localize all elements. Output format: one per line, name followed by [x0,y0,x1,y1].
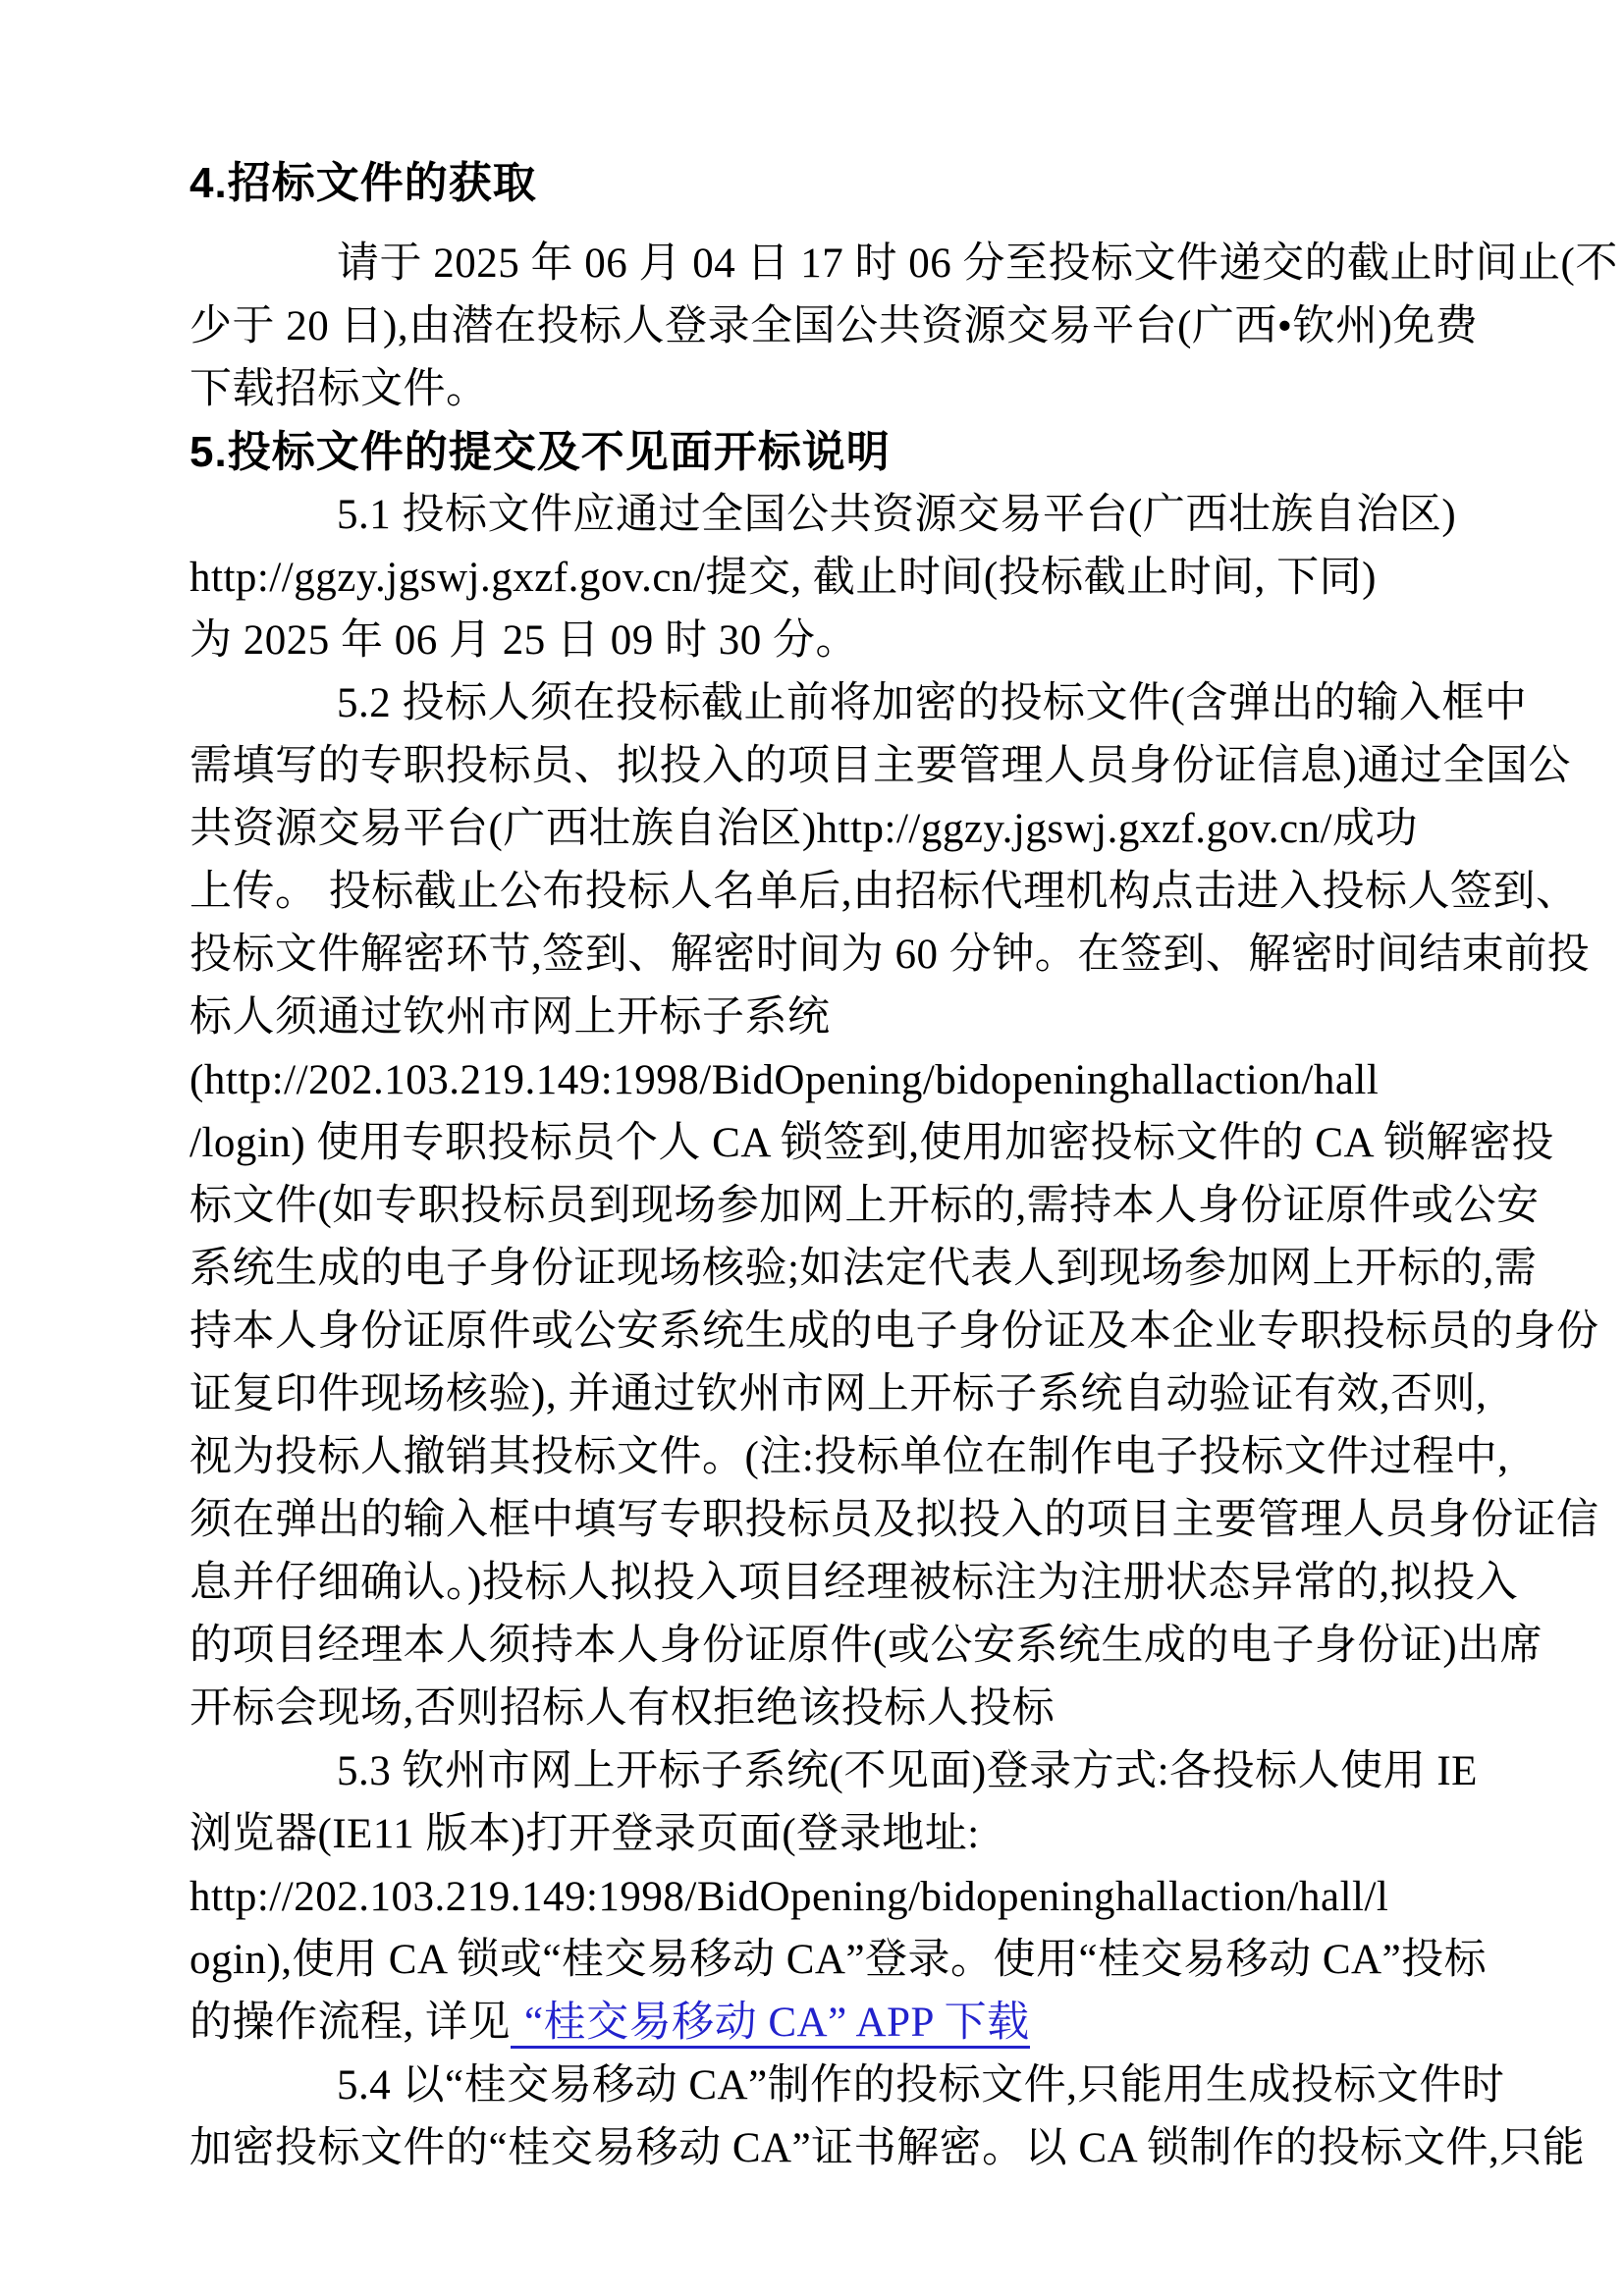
doc-line-with-link [189,1992,1446,2055]
heading-bid-submission-and-remote-opening: 5.投标文件的提交及不见面开标说明 [189,428,891,476]
doc-line: http://202.103.219.149:1998/BidOpening/bidopeninghallaction/hall/l [189,1874,1389,1920]
document-content [189,152,1618,2180]
doc-line: 的项目经理本人须持本人身份证原件(或公安系统生成的电子身份证)出席 [189,1623,1543,1669]
doc-line: 系统生成的电子身份证现场核验;如法定代表人到现场参加网上开标的,需 [189,1246,1538,1292]
doc-line: 下载招标文件。 [189,366,489,412]
doc-line: 标文件(如专职投标员到现场参加网上开标的,需持本人身份证原件或公安 [189,1183,1540,1229]
doc-line: 浏览器(IE11 版本)打开登录页面(登录地址: [189,1811,980,1857]
doc-line: 持本人身份证原件或公安系统生成的电子身份证及本企业专职投标员的身份 [189,1308,1599,1355]
doc-line: 上传。 投标截止公布投标人名单后,由招标代理机构点击进入投标人签到、 [189,869,1579,915]
doc-line: 须在弹出的输入框中填写专职投标员及拟投入的项目主要管理人员身份证信 [189,1497,1599,1543]
ca-app-download-link[interactable]: “桂交易移动 CA” APP 下载 [511,2000,1030,2049]
doc-line: 证复印件现场核验), 并通过钦州市网上开标子系统自动验证有效,否则, [189,1371,1488,1417]
doc-line: 视为投标人撤销其投标文件。(注:投标单位在制作电子投标文件过程中, [189,1434,1509,1480]
doc-line: 标人须通过钦州市网上开标子系统 [189,994,831,1041]
doc-line: 为 2025 年 06 月 25 日 09 时 30 分。 [189,617,858,664]
doc-line: 5.3 钦州市网上开标子系统(不见面)登录方式:各投标人使用 IE [337,1748,1478,1794]
doc-line: 开标会现场,否则招标人有权拒绝该投标人投标 [189,1685,1056,1732]
doc-line: ogin),使用 CA 锁或“桂交易移动 CA”登录。使用“桂交易移动 CA”投标 [189,1937,1488,1983]
doc-line: 5.1 投标文件应通过全国公共资源交易平台(广西壮族自治区) [337,492,1457,538]
heading-bid-document-acquisition: 4.招标文件的获取 [189,159,537,207]
doc-line: 5.2 投标人须在投标截止前将加密的投标文件(含弹出的输入框中 [337,680,1528,726]
doc-line: 投标文件解密环节,签到、解密时间为 60 分钟。在签到、解密时间结束前投 [189,932,1591,978]
doc-line: 共资源交易平台(广西壮族自治区)http://ggzy.jgswj.gxzf.gov.cn/成功 [189,806,1418,852]
doc-line: (http://202.103.219.149:1998/BidOpening/bidopeninghallaction/hall [189,1057,1380,1103]
doc-line: http://ggzy.jgswj.gxzf.gov.cn/提交, 截止时间(投标截止时间, 下同) [189,555,1377,601]
doc-line: 需填写的专职投标员、拟投入的项目主要管理人员身份证信息)通过全国公 [189,743,1571,789]
doc-line: 息并仔细确认。)投标人拟投入项目经理被标注为注册状态异常的,拟投入 [189,1560,1519,1606]
doc-line: 加密投标文件的“桂交易移动 CA”证书解密。以 CA 锁制作的投标文件,只能 [189,2125,1586,2171]
link-line-prefix: 的操作流程, 详见 [189,2000,511,2046]
doc-line: 5.4 以“桂交易移动 CA”制作的投标文件,只能用生成投标文件时 [337,2062,1505,2109]
doc-line: 请于 2025 年 06 月 04 日 17 时 06 分至投标文件递交的截止时间止(不 [337,240,1618,287]
doc-line: 少于 20 日),由潜在投标人登录全国公共资源交易平台(广西•钦州)免费 [189,303,1479,349]
doc-line: /login) 使用专职投标员个人 CA 锁签到,使用加密投标文件的 CA 锁解密投 [189,1120,1554,1166]
